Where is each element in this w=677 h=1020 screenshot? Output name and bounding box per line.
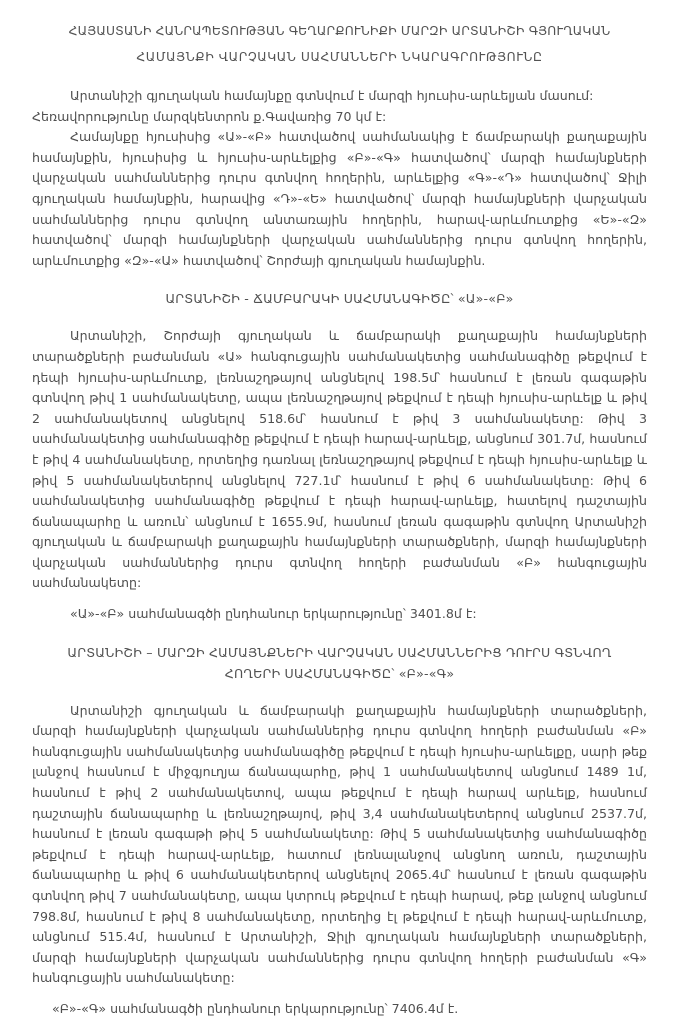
intro-line-2: Հեռավորությունը մարզկենտրոն ք.Գավառից 70 կմ է:	[32, 108, 387, 124]
page-title-line-2: ՀԱՄԱՅՆՔԻ ՎԱՐՉԱԿԱՆ ՍԱՀՄԱՆՆԵՐԻ ՆԿԱՐԱԳՐՈՒԹՅՈՒՆԸ	[136, 50, 543, 64]
spacer	[32, 989, 647, 999]
spacer	[32, 684, 647, 701]
section-heading-b-g-line-1: ԱՐՏԱՆԻՇԻ – ՄԱՐԶԻ ՀԱՄԱՅՆՔՆԵՐԻ ՎԱՐՉԱԿԱՆ ՍԱՀՄԱՆՆԵՐԻՑ ԴՈՒՐՍ ԳՏՆՎՈՂ	[67, 644, 612, 660]
section-body-a-b: Արտանիշի, Շորժայի գյուղական և ճամբարակի քաղաքային համայնքների տարածքների բաժանման «Ա» հանգուցային սահմանակետից սահմանագիծը թեքվում է դեպի հյուսիս-արևմուտք, լեռնաշղթայով անցնելով 198.5մ՝ հասնում է լեռան գագաթին գտնվող թիվ 1 սահմանակետը, ապա լեռնաշղթայով թեքվում է դեպի հյուսիս-արևելք և թիվ 2 սահմանակետով անցնելով 518.6մ՝ հասնում է թիվ 3 սահմանակետը: Թիվ 3 սահմանակետից սահմանագիծը թեքվում է դեպի հարավ-արևելք, անցնում 301.7մ, հասնում է թիվ 4 սահմանակետը, որտեղից դառնալ լեռնաշղթայով թեքվում է դեպի հյուսիս-արևելք և թիվ 5 սահմանակետերով անցնելով 727.1մ՝ հասնում է թիվ 6 սահմանակետը: Թիվ 6 սահմանակետից սահմանագիծը թեքվում է դեպի հարավ-արևելք, հատելով դաշտային ճանապարհը և առուն՝ անցնում է 1655.9մ, հասնում լեռան գագաթին գտնվող Արտանիշի գյուղական և ճամբարակի քաղաքային համայնքների տարածքների, մարզի համայնքների վարչական սահմաններից դուրս գտնվող հողերի բաժանման «Բ» հանգուցային սահմանակետը:	[32, 328, 647, 591]
page-title	[32, 18, 647, 70]
section-heading-a-b: ԱՐՏԱՆԻՇԻ - ՃԱՄԲԱՐԱԿԻ ՍԱՀՄԱՆԱԳԻԾԸ՝ «Ա»-«Բ»	[165, 291, 514, 307]
spacer	[32, 271, 647, 288]
spacer	[32, 625, 647, 642]
section-total-a-b: «Ա»-«Բ» սահմանագծի ընդհանուր երկարությունը՝ 3401.8մ է:	[70, 606, 477, 622]
section-heading-b-g	[32, 642, 647, 684]
spacer	[32, 309, 647, 326]
intro-line-1: Արտանիշի գյուղական համայնքը գտնվում է մարզի հյուսիս-արևելյան մասում:	[70, 88, 594, 103]
section-total-b-g: «Բ»-«Գ» սահմանագծի ընդհանուր երկարությունը՝ 7406.4մ է.	[52, 1000, 459, 1016]
paragraph-general-boundaries: Համայնքը հյուսիսից «Ա»-«Բ» հատվածով սահմանակից է ճամբարակի քաղաքային համայնքին, հյուսիսից և հյուսիս-արևելքից «Բ»-«Գ» հատվածով՝ մարզի համայնքների վարչական սահմաններից դուրս գտնվող հողերին, արևելքից «Գ»-«Դ» հատվածով՝ Ջիլի գյուղական համայնքին, հարավից «Դ»-«Ե» հատվածով՝ մարզի համայնքների վարչական սահմաններից դուրս գտնվող անտառային հողերին, հարավ-արևմուտքից «Ե»-«Զ» հատվածով՝ մարզի համայնքների վարչական սահմաններից դուրս գտնվող հողերին, արևմուտքից «Զ»-«Ա» հատվածով՝ Շորժայի գյուղական համայնքին.	[32, 129, 647, 268]
spacer	[32, 594, 647, 604]
section-body-b-g: Արտանիշի գյուղական և ճամբարակի քաղաքային համայնքների տարածքների, մարզի համայնքների վարչական սահմաններից դուրս գտնվող հողերի բաժանման «Բ» հանգուցային սահմանակետից սահմանագիծը թեքվում է դեպի հյուսիս-արևելքը, սարի թեք լանջով հասնում է միջգյուղյա ճանապարհը, թիվ 1 սահմանակետով անցնում 1489 1մ, հասնում է թիվ 2 սահմանակետով, ապա թեքվում է դեպի հարավ արևելք, հասնում դաշտային ճանապարհը և լեռնաշղթայով, թիվ 3,4 սահմանակետերով անցնում 2537.7մ, հասնում է լեռան գագաթի թիվ 5 սահմանակետը: Թիվ 5 սահմանակետից սահմանագիծը թեքվում է դեպի հարավ-արևելք, հատում լեռնալանջով անցնող առուն, դաշտային ճանապարհը և թիվ 6 սահմանակետերով անցնելով 2065.4մ՝ հասնում է լեռան գագաթին գտնվող թիվ 7 սահմանակետը, ապա կտրուկ թեքվում է դեպի հարավ, թեք լանջով անցնում 798.8մ, հասնում է թիվ 8 սահմանակետը, որտեղից էլ թեքվում է դեպի հարավ-արևմուտք, անցնում 515.4մ, հասնում է Արտանիշի, Ջիլի գյուղական համայնքների տարածքների, մարզի համայնքների վարչական սահմաններից դուրս գտնվող հողերի բաժանման «Գ» հանգուցային սահմանակետը:	[32, 702, 647, 986]
document-body	[32, 86, 647, 1020]
page-title-line-1: ՀԱՅԱՍՏԱՆԻ ՀԱՆՐԱՊԵՏՈՒԹՅԱՆ ԳԵՂԱՐՔՈՒՆԻՔԻ ՄԱՐԶԻ ԱՐՏԱՆԻՇԻ ԳՅՈՒՂԱԿԱՆ	[68, 24, 611, 38]
section-heading-b-g-line-2: ՀՈՂԵՐԻ ՍԱՀՄԱՆԱԳԻԾԸ՝ «Բ»-«Գ»	[224, 665, 455, 681]
